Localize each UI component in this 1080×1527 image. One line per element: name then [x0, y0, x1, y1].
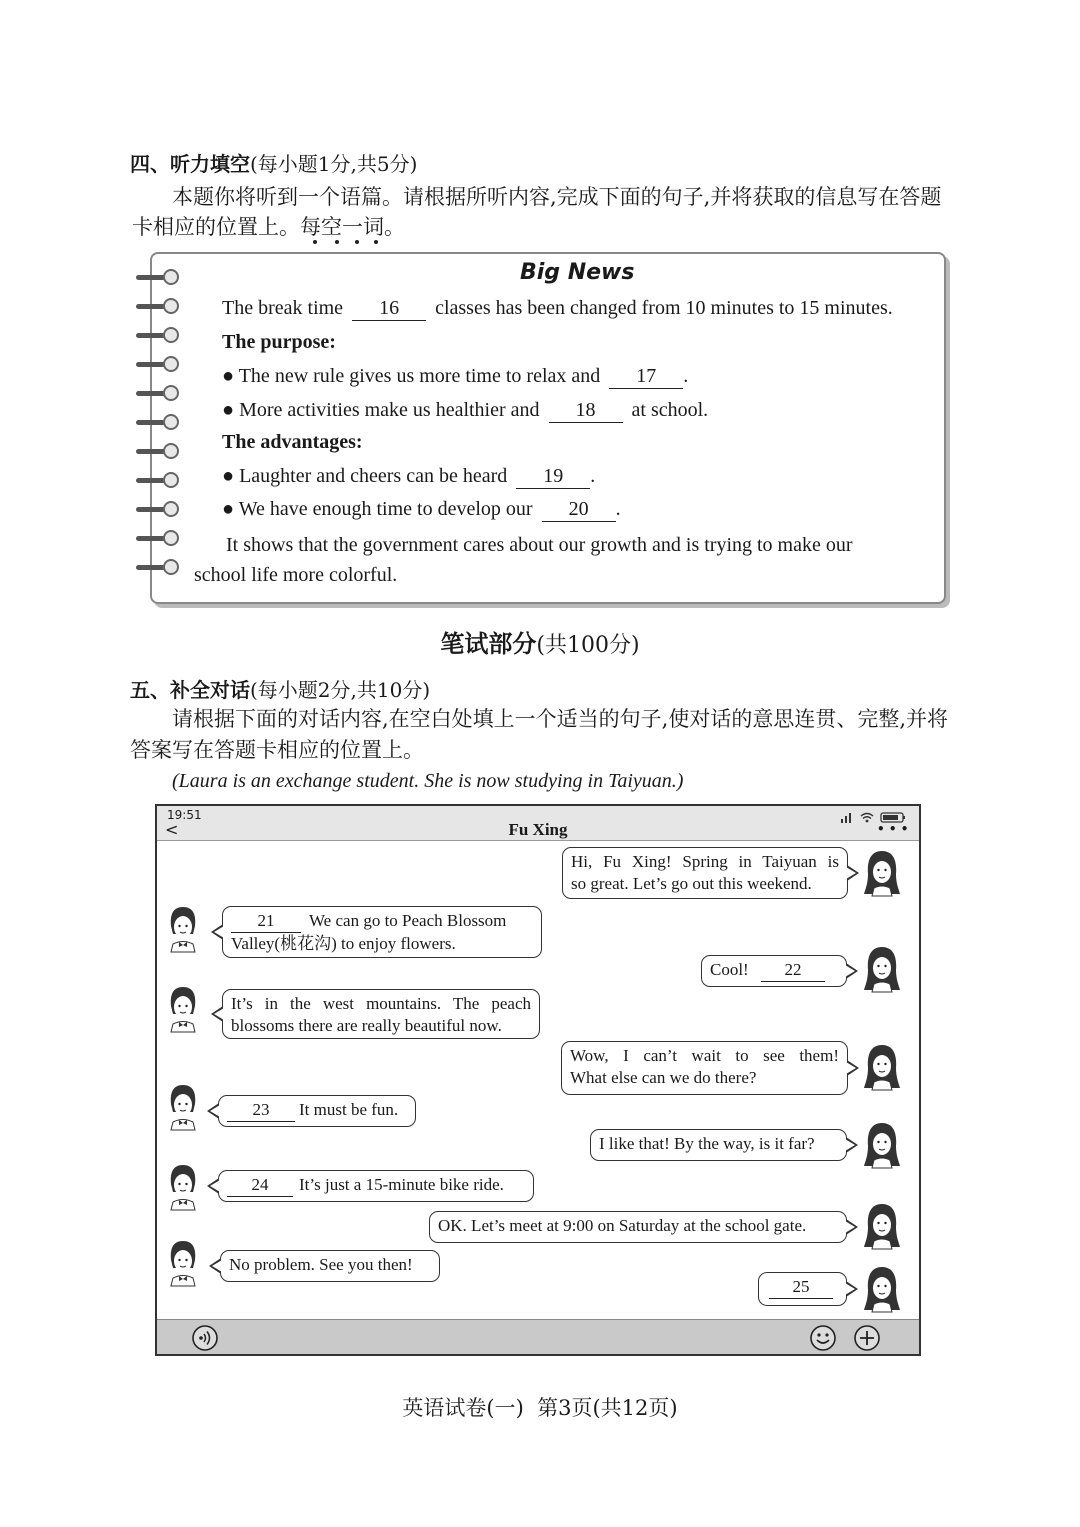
more-icon[interactable]: • • •	[877, 822, 909, 836]
blank-21: 21	[231, 910, 301, 933]
section5-title: 五、补全对话	[130, 678, 250, 702]
notebook-line-17	[222, 365, 688, 389]
written-part-title: 笔试部分	[440, 630, 537, 658]
blank-23: 23	[227, 1099, 295, 1122]
chat-message-fu-xing: No problem. See you then!	[220, 1250, 440, 1282]
fu-xing-avatar	[163, 904, 203, 954]
emphasis-dot	[313, 240, 317, 244]
chat-message-laura	[562, 847, 848, 899]
text: at school.	[631, 399, 709, 421]
laura-avatar	[862, 944, 902, 994]
blank-22: 22	[761, 959, 825, 982]
spiral-ring	[136, 503, 180, 517]
spiral-ring	[136, 329, 180, 343]
blank-16: 16	[352, 297, 426, 321]
message-text: Hi, Fu Xing! Spring in Taiyuan is	[571, 852, 839, 871]
message-text: Cool!	[710, 960, 749, 979]
section5-score: (每小题2分,共10分)	[250, 678, 431, 702]
message-text: What else can we do there?	[570, 1068, 757, 1087]
section5-instruction-line2: 答案写在答题卡相应的位置上。	[130, 738, 424, 762]
notebook-line-19	[222, 465, 595, 489]
section4-instruction-line1: 本题你将听到一个语篇。请根据所听内容,完成下面的句子,并将获取的信息写在答题	[172, 185, 942, 209]
message-text: It’s in the west mountains. The peach	[231, 994, 531, 1013]
notebook-line-20	[222, 498, 621, 522]
blank-20: 20	[542, 498, 616, 522]
message-text: so great. Let’s go out this weekend.	[571, 874, 812, 893]
text: .	[615, 498, 621, 520]
status-time: 19:51	[167, 808, 202, 822]
message-text: Wow, I can’t wait to see them!	[570, 1046, 839, 1065]
blank-17: 17	[609, 365, 683, 389]
notebook-line-16	[222, 297, 893, 321]
text: .	[683, 365, 689, 387]
section5-instruction-line1: 请根据下面的对话内容,在空白处填上一个适当的句子,使对话的意思连贯、完整,并将	[172, 707, 949, 731]
text: ● The new rule gives us more time to relax and	[222, 365, 601, 387]
emoji-icon[interactable]	[809, 1324, 837, 1352]
section5-heading	[130, 674, 430, 703]
chat-message-laura	[561, 1041, 848, 1095]
spiral-ring	[136, 445, 180, 459]
spiral-ring	[136, 300, 180, 314]
notebook-line-18	[222, 399, 708, 423]
message-text: We can go to Peach Blossom	[309, 911, 507, 930]
fu-xing-avatar	[163, 1082, 203, 1132]
emphasis-dot	[374, 240, 378, 244]
section4-score: (每小题1分,共5分)	[250, 152, 418, 176]
message-line	[231, 910, 533, 933]
laura-avatar	[862, 1120, 902, 1170]
purpose-heading: The purpose:	[222, 331, 336, 353]
chat-header	[157, 806, 919, 841]
chat-message-laura	[758, 1272, 847, 1306]
text: .	[590, 465, 596, 487]
advantages-heading: The advantages:	[222, 431, 363, 453]
notebook-ending-line1: It shows that the government cares about our growth and is trying to make our	[226, 534, 853, 556]
section5-context: (Laura is an exchange student. She is now studying in Taiyuan.)	[172, 770, 684, 792]
laura-avatar	[862, 1042, 902, 1092]
page-footer: 英语试卷(一) 第3页(共12页)	[402, 1396, 678, 1420]
fu-xing-avatar	[163, 984, 203, 1034]
section4-heading	[130, 148, 417, 177]
chat-message-laura	[701, 955, 847, 987]
text: ● More activities make us healthier and	[222, 399, 540, 421]
message-text: blossoms there are really beautiful now.	[231, 1016, 502, 1035]
text: classes has been changed from 10 minutes to 15 minutes.	[435, 297, 893, 319]
add-icon[interactable]	[853, 1324, 881, 1352]
emphasis-dot	[335, 240, 339, 244]
fu-xing-avatar	[163, 1162, 203, 1212]
laura-avatar	[862, 1201, 902, 1251]
blank-24: 24	[227, 1174, 293, 1197]
spiral-ring	[136, 474, 180, 488]
laura-avatar	[862, 848, 902, 898]
message-text: It’s just a 15-minute bike ride.	[299, 1175, 504, 1194]
spiral-ring	[136, 532, 180, 546]
text: ● We have enough time to develop our	[222, 498, 533, 520]
blank-25: 25	[769, 1276, 833, 1299]
notebook-title: Big News	[520, 260, 635, 285]
notebook-ending-line2: school life more colorful.	[194, 564, 398, 586]
spiral-ring	[136, 561, 180, 575]
back-icon[interactable]: <	[165, 820, 179, 839]
spiral-ring	[136, 416, 180, 430]
message-text: It must be fun.	[299, 1100, 399, 1119]
written-part-heading	[0, 624, 1080, 659]
spiral-ring	[136, 387, 180, 401]
written-part-score: (共100分)	[536, 633, 640, 658]
text: The break time	[222, 297, 344, 319]
chat-message-laura: I like that! By the way, is it far?	[590, 1129, 847, 1161]
section4-instruction-line2: 卡相应的位置上。每空一词。	[132, 215, 405, 239]
chat-message-laura: OK. Let’s meet at 9:00 on Saturday at the school gate.	[429, 1211, 847, 1243]
text: ● Laughter and cheers can be heard	[222, 465, 508, 487]
chat-message-fu-xing	[218, 1095, 416, 1127]
chat-message-fu-xing	[222, 989, 540, 1039]
emphasis-dot	[355, 240, 359, 244]
spiral-ring	[136, 271, 180, 285]
voice-icon[interactable]	[191, 1324, 219, 1352]
fu-xing-avatar	[163, 1238, 203, 1288]
blank-19: 19	[516, 465, 590, 489]
chat-message-fu-xing	[222, 906, 542, 958]
spiral-ring	[136, 358, 180, 372]
section4-title: 四、听力填空	[130, 152, 250, 176]
laura-avatar	[862, 1264, 902, 1314]
message-text: Valley(桃花沟) to enjoy flowers.	[231, 934, 456, 953]
chat-input-bar	[157, 1319, 919, 1354]
blank-18: 18	[549, 399, 623, 423]
chat-message-fu-xing	[218, 1170, 534, 1202]
contact-name: Fu Xing	[508, 820, 568, 839]
